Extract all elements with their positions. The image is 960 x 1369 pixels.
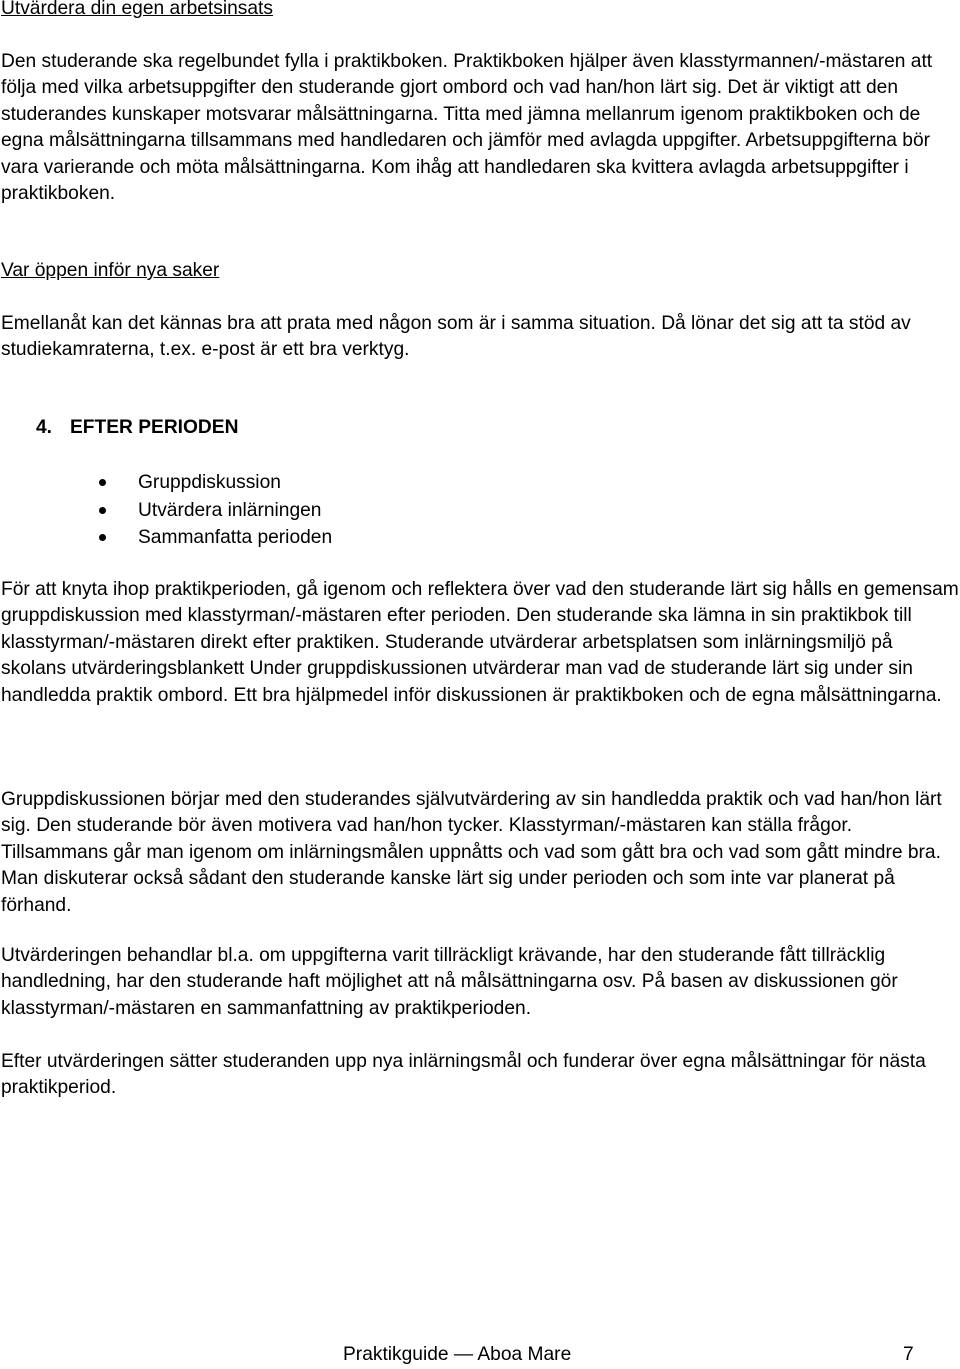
paragraph-self-evaluation: Gruppdiskussionen börjar med den studerandes självutvärdering av sin handledda praktik och vad han/hon lärt sig. Den studerande bör även motivera vad han/hon tycker. Klasstyrman/-mästaren kan ställa frågor. Tillsammans går man igenom om inlärningsmålen uppnåtts och vad som gått bra och vad som gått mindre bra. Man diskuterar också sådant den studerande kanske lärt sig under perioden och som inte var planerat på förhand.	[1, 789, 942, 916]
paragraph-group-discussion: För att knyta ihop praktikperioden, gå igenom och reflektera över vad den studerande lärt sig hålls en gemensam gruppdiskussion med klasstyrman/-mästaren efter perioden. Den studerande ska lämna in sin praktikbok till klasstyrman/-mästaren direkt efter praktiken. Studerande utvärderar arbetsplatsen som inlärningsmiljö på skolans utvärderingsblankett Under gruppdiskussionen utvärderar man vad de studerande lärt sig under sin handledda praktik ombord. Ett bra hjälpmedel inför diskussionen är praktikboken och de egna målsättningarna.	[1, 579, 959, 706]
bullet-list	[96, 469, 332, 552]
bullet-text: Gruppdiskussion	[138, 472, 281, 493]
bullet-text: Utvärdera inlärningen	[138, 499, 322, 521]
bullet-icon	[99, 507, 106, 514]
bullet-icon	[99, 534, 106, 541]
paragraph-practice-book: Den studerande ska regelbundet fylla i praktikboken. Praktikboken hjälper även klasstyrmannen/-mästaren att följa med vilka arbetsuppgifter den studerande gjort ombord och vad han/hon lärt sig. Det är viktigt att den studerandes kunskaper motsvarar målsättningarna. Titta med jämna mellanrum igenom praktikboken och de egna målsättningarna tillsammans med handledaren och jämför med avlagda uppgifter. Arbetsuppgifterna bör vara varierande och möta målsättningarna. Kom ihåg att handledaren ska kvittera avlagda arbetsuppgifter i praktikboken.	[1, 51, 933, 205]
section-number: 4.	[36, 417, 53, 438]
heading-evaluate-own-work: Utvärdera din egen arbetsinsats	[1, 0, 273, 19]
section-title: EFTER PERIODEN	[70, 417, 239, 438]
list-item	[96, 497, 332, 525]
paragraph-evaluation-scope: Utvärderingen behandlar bl.a. om uppgifterna varit tillräckligt krävande, har den studerande fått tillräcklig handledning, har den studerande haft möjlighet att nå målsättningarna osv. På basen av diskussionen gör klasstyrman/-mästaren en sammanfattning av praktikperioden.	[1, 945, 898, 1019]
paragraph-new-goals: Efter utvärderingen sätter studeranden upp nya inlärningsmål och funderar över egna målsättningar för nästa praktikperiod.	[1, 1051, 926, 1099]
paragraph-study-mates: Emellanåt kan det kännas bra att prata med någon som är i samma situation. Då lönar det sig att ta stöd av studiekamraterna, t.ex. e-post är ett bra verktyg.	[1, 313, 911, 361]
bullet-icon	[99, 479, 106, 486]
list-item	[96, 469, 332, 497]
page-number: 7	[903, 1344, 914, 1365]
section-heading	[36, 415, 238, 441]
footer-title: Praktikguide — Aboa Mare	[343, 1344, 572, 1365]
heading-be-open: Var öppen inför nya saker	[1, 260, 220, 281]
bullet-text: Sammanfatta perioden	[138, 527, 333, 549]
list-item	[96, 524, 332, 552]
